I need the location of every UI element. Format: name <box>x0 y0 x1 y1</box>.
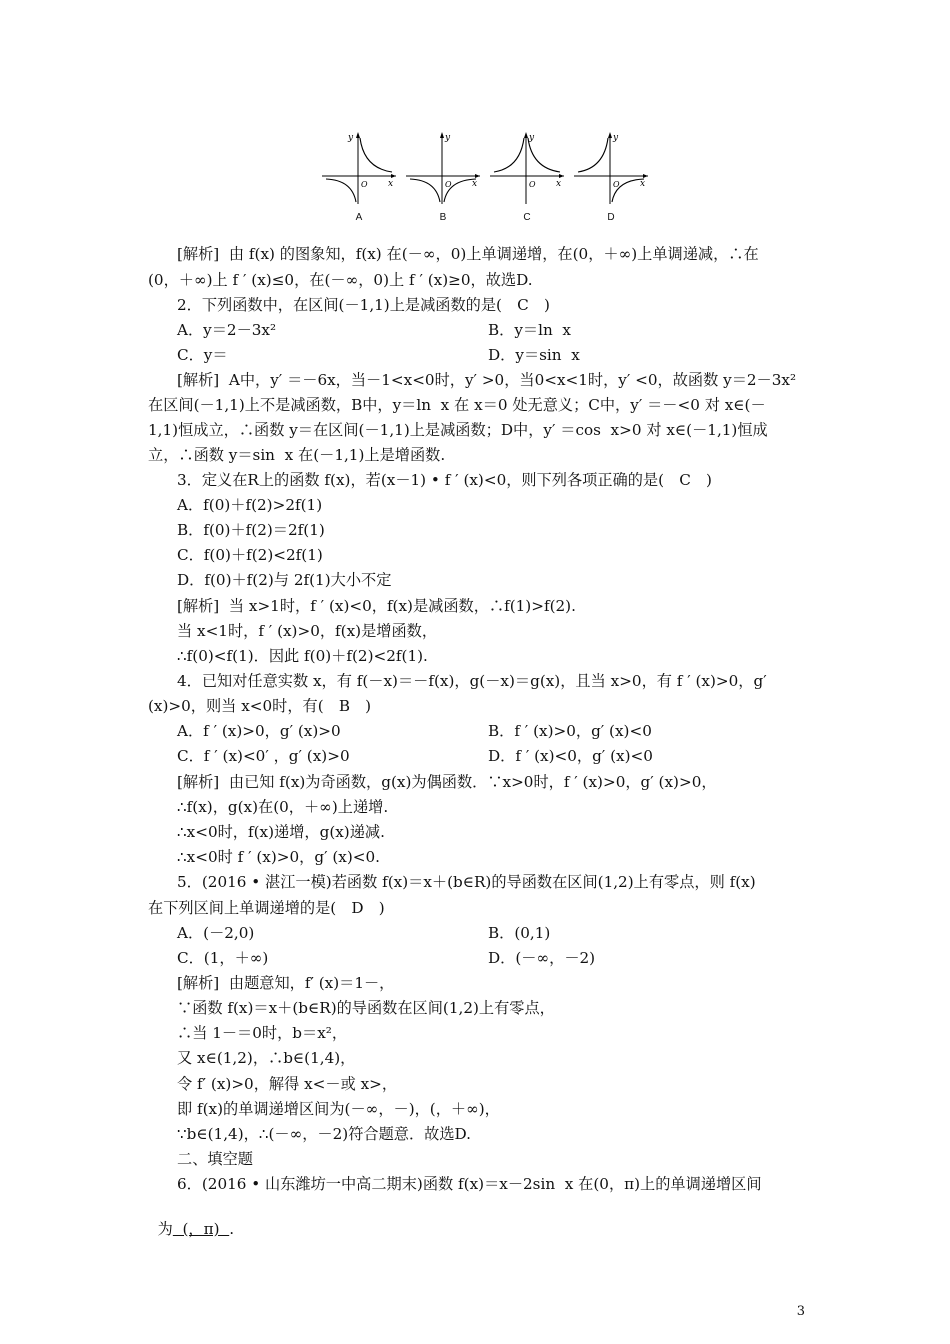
question-5: 5．(2016 • 湛江一模)若函数 f(x)＝x＋(b∈R)的导函数在区间(1,2)上有零点，则 f(x) <box>177 873 756 891</box>
text-line: 当 x<1时，f ′ (x)>0，f(x)是增函数， <box>177 622 438 640</box>
text-line: 令 f′ (x)>0，解得 x<－或 x>， <box>177 1075 398 1093</box>
text-line: 又 x∈(1,2)，∴b∈(1,4)， <box>177 1049 356 1067</box>
answer-blank: (，π) <box>172 1220 230 1238</box>
page-number: 3 <box>796 1304 805 1319</box>
svg-text:y: y <box>445 133 451 143</box>
text-line: ∴f(x)，g(x)在(0，＋∞)上递增. <box>177 798 389 816</box>
svg-text:O: O <box>361 180 368 189</box>
option-d: D．f ′ (x)<0，g′ (x)<0 <box>488 747 653 765</box>
svg-text:y: y <box>529 133 535 143</box>
svg-text:x: x <box>472 179 478 189</box>
question-3: 3．定义在R上的函数 f(x)，若(x－1) • f ′ (x)<0，则下列各项正确的是( C ) <box>177 471 712 489</box>
answer-line <box>148 1199 234 1239</box>
question-2: 2．下列函数中，在区间(－1,1)上是减函数的是( C ) <box>177 296 550 314</box>
graph-label-c: C <box>523 212 531 223</box>
text-line: ∵b∈(1,4)，∴(－∞，－2)符合题意．故选D. <box>177 1125 471 1143</box>
graph-label-a: A <box>355 212 363 223</box>
option-d: D．y＝sin x <box>488 346 580 364</box>
answer-prefix: 为 <box>157 1220 173 1238</box>
option-graphs <box>320 128 646 230</box>
text-line: 立，∴函数 y＝sin x 在(－1,1)上是增函数. <box>148 446 446 464</box>
graph-a <box>320 128 398 208</box>
option-a: A．f(0)＋f(2)>2f(1) <box>177 496 323 514</box>
text-line: (x)>0，则当 x<0时，有( B ) <box>148 697 372 715</box>
question-4: 4．已知对任意实数 x，有 f(－x)＝－f(x)，g(－x)＝g(x)，且当 x>0，有 f ′ (x)>0，g′ <box>177 672 767 690</box>
option-a: A．f ′ (x)>0，g′ (x)>0 <box>177 722 341 740</box>
question-6: 6．(2016 • 山东潍坊一中高二期末)函数 f(x)＝x－2sin x 在(0，π)上的单调递增区间 <box>177 1175 762 1193</box>
svg-text:x: x <box>556 179 562 189</box>
option-b: B．(0,1) <box>488 924 551 942</box>
option-d: D．f(0)＋f(2)与 2f(1)大小不定 <box>177 571 392 589</box>
text-line: [解析] 由 f(x) 的图象知，f(x) 在(－∞，0)上单调递增，在(0，＋∞)上单调递减，∴在 <box>177 245 759 263</box>
option-b: B．f(0)＋f(2)＝2f(1) <box>177 521 325 539</box>
text-line: [解析] 当 x>1时，f ′ (x)<0，f(x)是减函数，∴f(1)>f(2). <box>177 597 576 615</box>
option-d: D．(－∞，－2) <box>488 949 596 967</box>
graph-label-b: B <box>439 212 447 223</box>
graph-b <box>404 128 482 208</box>
text-line: ∴f(0)<f(1)．因此 f(0)＋f(2)<2f(1). <box>177 647 428 665</box>
svg-text:O: O <box>529 180 536 189</box>
text-line: ∵函数 f(x)＝x＋(b∈R)的导函数在区间(1,2)上有零点， <box>177 999 555 1017</box>
text-line: ∴x<0时，f(x)递增，g(x)递减. <box>177 823 385 841</box>
text-line: ∴当 1－＝0时，b＝x²， <box>177 1024 348 1042</box>
graph-label-d: D <box>607 212 615 223</box>
svg-text:O: O <box>445 180 452 189</box>
option-c: C．f(0)＋f(2)<2f(1) <box>177 546 323 564</box>
option-c: C．y＝ <box>177 346 228 364</box>
svg-text:y: y <box>613 133 619 143</box>
text-line: 即 f(x)的单调递增区间为(－∞，－)，(，＋∞)， <box>177 1100 500 1118</box>
svg-text:x: x <box>640 179 646 189</box>
svg-text:x: x <box>388 179 394 189</box>
text-line: [解析] 由题意知，f′ (x)＝1－， <box>177 974 395 992</box>
answer-suffix: . <box>229 1220 235 1238</box>
text-line: 在区间(－1,1)上不是减函数，B中，y＝ln x 在 x＝0 处无意义；C中，y′ ＝－<0 对 x∈(－ <box>148 396 766 414</box>
text-line: 1,1)恒成立，∴函数 y＝在区间(－1,1)上是减函数；D中，y′ ＝cos x>0 对 x∈(－1,1)恒成 <box>148 421 768 439</box>
svg-text:O: O <box>613 180 620 189</box>
text-line: ∴x<0时 f ′ (x)>0，g′ (x)<0. <box>177 848 380 866</box>
option-c: C．(1，＋∞) <box>177 949 269 967</box>
option-a: A．y＝2－3x² <box>177 321 277 339</box>
text-line: (0，＋∞)上 f ′ (x)≤0，在(－∞，0)上 f ′ (x)≥0，故选D. <box>148 271 533 289</box>
option-b: B．f ′ (x)>0，g′ (x)<0 <box>488 722 652 740</box>
graph-d <box>572 128 650 208</box>
option-b: B．y＝ln x <box>488 321 571 339</box>
option-c: C．f ′ (x)<0′ ，g′ (x)>0 <box>177 747 350 765</box>
section-heading: 二、填空题 <box>177 1150 253 1168</box>
graph-c <box>488 128 566 208</box>
svg-text:y: y <box>348 133 354 143</box>
text-line: [解析] A中，y′ ＝－6x，当－1<x<0时，y′ >0，当0<x<1时，y′ <0，故函数 y＝2－3x² <box>177 371 797 389</box>
option-a: A．(－2,0) <box>177 924 255 942</box>
text-line: [解析] 由已知 f(x)为奇函数，g(x)为偶函数．∵x>0时，f ′ (x)>0，g′ (x)>0， <box>177 773 717 791</box>
text-line: 在下列区间上单调递增的是( D ) <box>148 899 385 917</box>
